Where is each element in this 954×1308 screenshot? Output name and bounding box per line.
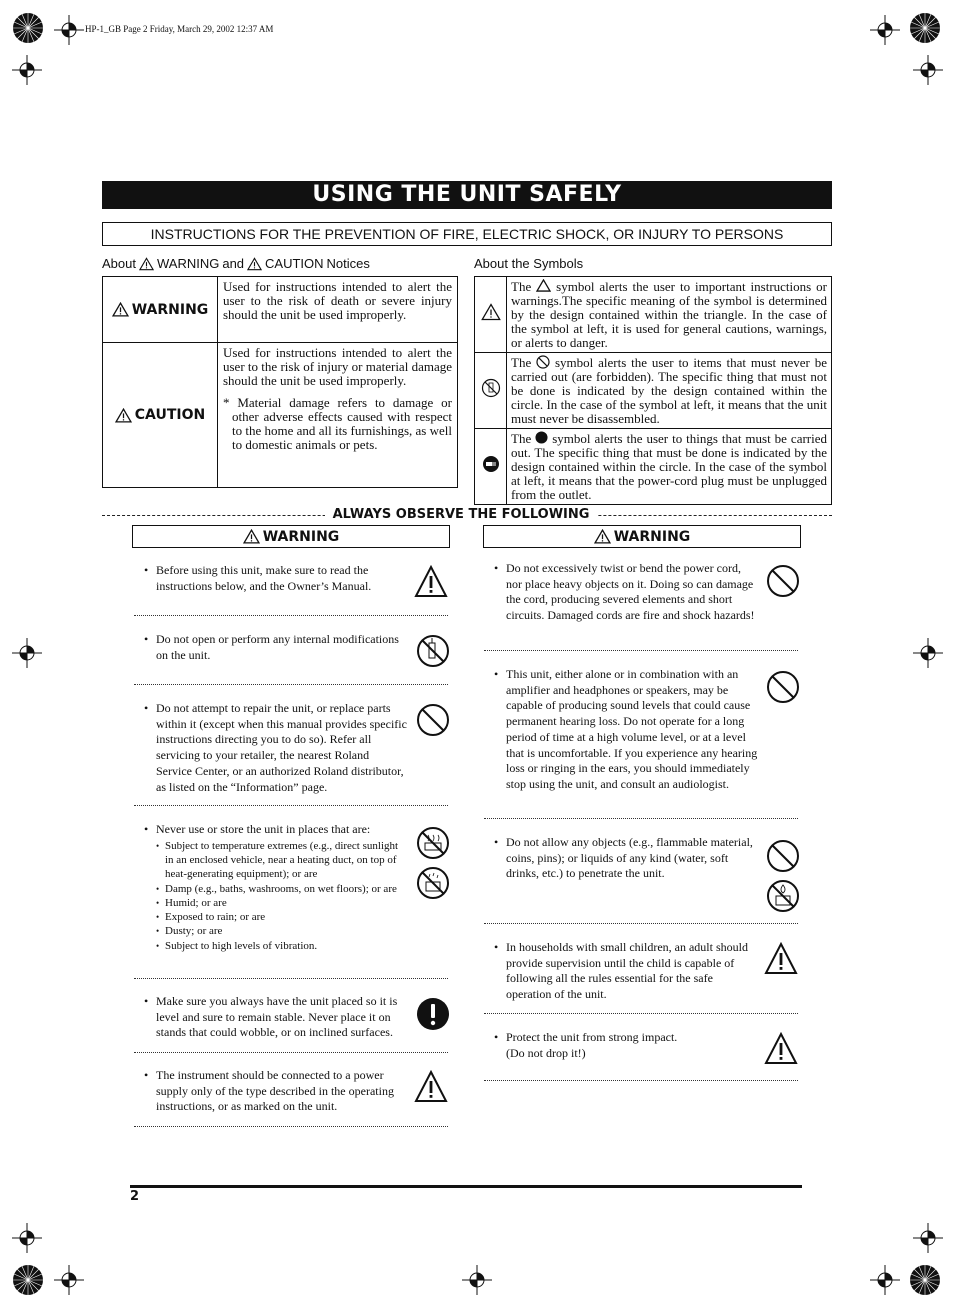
- prohibited-icon: [416, 703, 450, 737]
- caution-triangle-icon: [764, 942, 798, 976]
- notices-heading-about: About: [102, 256, 136, 271]
- bullet: •: [144, 994, 149, 1008]
- item-separator: [484, 818, 798, 819]
- prohibited-disassembly-icon: [481, 378, 501, 398]
- caution-label-cell: [103, 343, 218, 488]
- item-separator: [134, 1126, 448, 1127]
- notices-heading: [102, 256, 370, 271]
- symbol-description-pre: The: [511, 279, 532, 294]
- bullet: •: [494, 940, 499, 954]
- bullet: •: [144, 822, 149, 836]
- item-separator: [484, 923, 798, 924]
- bullet: •: [144, 632, 149, 646]
- crosshair-mark: [870, 15, 900, 45]
- item-separator: [484, 1080, 798, 1081]
- item-separator: [134, 615, 448, 616]
- caution-label: CAUTION: [134, 407, 206, 423]
- no-liquid-icon: [766, 879, 800, 913]
- right-warning-item-2: [484, 667, 802, 811]
- item-separator: [134, 684, 448, 685]
- item-text: Before using this unit, make sure to read the instructions below, and the Owner’s Manual.: [156, 563, 372, 593]
- bullet: •: [144, 563, 149, 577]
- warning-notice-row: [103, 277, 458, 343]
- crosshair-mark: [913, 638, 943, 668]
- symbol-description: [507, 353, 832, 429]
- left-warning-header: [132, 525, 450, 548]
- prohibited-icon: [766, 670, 800, 704]
- crosshair-mark: [12, 638, 42, 668]
- caution-triangle-icon: [594, 529, 611, 544]
- crosshair-mark: [54, 1265, 84, 1295]
- symbol-description-pre: The: [511, 431, 532, 446]
- symbol-row: [475, 429, 832, 505]
- condition-item: • Subject to temperature extremes (e.g., direct sunlight in an enclosed vehicle, near a heating duct, on top of heat-generating equipment); or are: [156, 839, 402, 882]
- crosshair-mark: [12, 55, 42, 85]
- condition-item: • Humid; or are: [156, 896, 402, 910]
- right-warning-item-4: [484, 940, 802, 1006]
- bullet: •: [494, 667, 499, 681]
- item-separator: [134, 805, 448, 806]
- item-separator: [134, 1052, 448, 1053]
- symbol-description-text: symbol alerts the user to things that must be carried out. The specific thing that must be done is indicated by the design contained within the circle. In the case of the symbol at left, it means that the power-cord plug must be unplugged from the outlet.: [511, 431, 828, 502]
- mandatory-icon: [416, 997, 450, 1031]
- caution-triangle-icon: [115, 408, 132, 423]
- symbol-icon-cell: [475, 353, 507, 429]
- notices-heading-notices: Notices: [326, 256, 370, 271]
- registration-rosette-top-left: [12, 12, 44, 44]
- bullet: •: [144, 701, 149, 715]
- notices-heading-and: and: [222, 256, 245, 271]
- crosshair-mark: [12, 1223, 42, 1253]
- registration-rosette-bottom-left: [12, 1264, 44, 1296]
- left-warning-item-2: [134, 632, 452, 672]
- no-water-icon: [416, 866, 450, 900]
- symbol-description: [507, 277, 832, 353]
- caution-footnote: * Material damage refers to damage or other adverse effects caused with respect to the home and all its furnishings, as well to domestic animals or pets.: [223, 395, 452, 452]
- item-text: The instrument should be connected to a power supply only of the type described in the operating instructions, or as marked on the unit.: [156, 1068, 394, 1114]
- item-text: Do not attempt to repair the unit, or replace parts within it (except when this manual provides specific instructions directing you to do so). Refer all servicing to your retailer, the nearest Roland Service Center, or an authorized Roland distributor, as listed on the “Information” page.: [156, 701, 407, 794]
- caution-text: Used for instructions intended to alert the user to the risk of injury or material damage should the unit be used improperly.: [223, 345, 452, 388]
- condition-item: • Damp (e.g., baths, washrooms, on wet floors); or are: [156, 882, 402, 896]
- notices-table: [102, 276, 458, 488]
- crosshair-mark: [913, 55, 943, 85]
- warning-label: WARNING: [131, 301, 209, 318]
- symbol-icon-cell: [475, 277, 507, 353]
- caution-description: [218, 343, 458, 488]
- item-text: This unit, either alone or in combination with an amplifier and headphones or speakers, may be capable of producing sound levels that could cause permanent hearing loss. Do not operate for a long period of time at a high volume level, or at a level that is uncomfortable. If you experience any hearing loss or ringing in the ears, you should immediately stop using the unit, and consult an audiologist.: [506, 667, 758, 791]
- item-text: In households with small children, an adult should provide supervision until the child is capable of following all the rules essential for the safe operation of the unit.: [506, 940, 748, 1002]
- right-warning-label: WARNING: [613, 528, 691, 545]
- item-text: Do not allow any objects (e.g., flammable material, coins, pins); or liquids of any kind (water, soft drinks, etc.) to penetrate the unit.: [506, 835, 753, 881]
- caution-triangle-icon: [112, 302, 129, 317]
- item-text: Do not open or perform any internal modifications on the unit.: [156, 632, 399, 662]
- caution-triangle-icon: [481, 303, 501, 321]
- symbols-heading: About the Symbols: [474, 256, 584, 271]
- right-warning-item-3: [484, 835, 802, 919]
- caution-triangle-icon: [139, 257, 154, 271]
- registration-rosette-top-right: [909, 12, 941, 44]
- symbols-table: [474, 276, 832, 505]
- prohibited-icon: [766, 839, 800, 873]
- caution-triangle-icon: [414, 565, 448, 599]
- symbol-row: [475, 353, 832, 429]
- prohibited-icon: [536, 355, 550, 369]
- caution-notice-row: [103, 343, 458, 488]
- registration-rosette-bottom-right: [909, 1264, 941, 1296]
- item-text: Never use or store the unit in places that are:: [156, 822, 371, 836]
- right-warning-item-5: [484, 1030, 802, 1070]
- bullet: •: [494, 835, 499, 849]
- condition-list: [156, 839, 402, 953]
- notices-heading-warning: WARNING: [156, 256, 220, 271]
- symbol-description-text: symbol alerts the user to items that must never be carried out (are forbidden). The specific thing that must not be done is indicated by the design contained within the circle. In the case of the symbol at left, it means that the unit must never be disassembled.: [511, 355, 827, 426]
- symbol-icon-cell: [475, 429, 507, 505]
- symbol-description: [507, 429, 832, 505]
- no-heat-icon: [416, 826, 450, 860]
- item-text: Make sure you always have the unit placed so it is level and sure to remain stable. Never place it on stands that could wobble, or on inclined surfaces.: [156, 994, 398, 1040]
- no-disassembly-icon: [416, 634, 450, 668]
- caution-triangle-icon: [243, 529, 260, 544]
- right-warning-header: [483, 525, 801, 548]
- left-warning-label: WARNING: [262, 528, 340, 545]
- caution-triangle-icon: [764, 1032, 798, 1066]
- prohibited-icon: [766, 564, 800, 598]
- condition-item: • Subject to high levels of vibration.: [156, 939, 402, 953]
- crosshair-mark: [462, 1265, 492, 1295]
- symbol-row: [475, 277, 832, 353]
- bullet: •: [494, 1030, 499, 1044]
- item-text: Do not excessively twist or bend the power cord, nor place heavy objects on it. Doing so can damage the cord, producing severed elements and short circuits. Damaged cords are fire and shock hazards!: [506, 561, 755, 623]
- condition-item: • Exposed to rain; or are: [156, 910, 402, 924]
- notices-heading-caution: CAUTION: [265, 256, 324, 271]
- item-separator: [484, 650, 798, 651]
- symbol-description-pre: The: [511, 355, 532, 370]
- symbol-description-text: symbol alerts the user to important instructions or warnings.The specific meaning of the symbol is determined by the design contained within the triangle. In the case of the symbol at left, it is used for general cautions, warnings, or alerts to danger.: [511, 279, 828, 350]
- page-subtitle: INSTRUCTIONS FOR THE PREVENTION OF FIRE, ELECTRIC SHOCK, OR INJURY TO PERSONS: [102, 222, 832, 246]
- unplug-icon: [482, 455, 500, 473]
- crosshair-mark: [54, 15, 84, 45]
- item-text: Protect the unit from strong impact. (Do not drop it!): [506, 1030, 678, 1060]
- left-warning-item-3: [134, 701, 452, 797]
- bullet: •: [144, 1068, 149, 1082]
- always-observe-heading: ALWAYS OBSERVE THE FOLLOWING: [325, 507, 597, 522]
- right-warning-item-1: [484, 561, 802, 641]
- crosshair-mark: [913, 1223, 943, 1253]
- page-title: USING THE UNIT SAFELY: [102, 181, 832, 209]
- footer-rule: [130, 1185, 802, 1188]
- caution-triangle-icon: [414, 1070, 448, 1104]
- page-number: 2: [130, 1189, 140, 1204]
- warning-text: Used for instructions intended to alert the user to the risk of death or severe injury should the unit be used improperly.: [223, 279, 452, 322]
- mandatory-dot-icon: [535, 431, 548, 444]
- bullet: •: [494, 561, 499, 575]
- left-warning-item-4: [134, 822, 452, 970]
- print-header: HP-1_GB Page 2 Friday, March 29, 2002 12:37 AM: [85, 24, 274, 34]
- caution-triangle-icon: [247, 257, 262, 271]
- warning-description: [218, 277, 458, 343]
- caution-triangle-icon: [536, 279, 551, 292]
- item-separator: [484, 1013, 798, 1014]
- left-warning-item-5: [134, 994, 452, 1044]
- left-warning-item-6: [134, 1068, 452, 1118]
- condition-item: • Dusty; or are: [156, 924, 402, 938]
- item-separator: [134, 978, 448, 979]
- crosshair-mark: [870, 1265, 900, 1295]
- warning-label-cell: [103, 277, 218, 343]
- left-warning-item-1: [134, 563, 452, 607]
